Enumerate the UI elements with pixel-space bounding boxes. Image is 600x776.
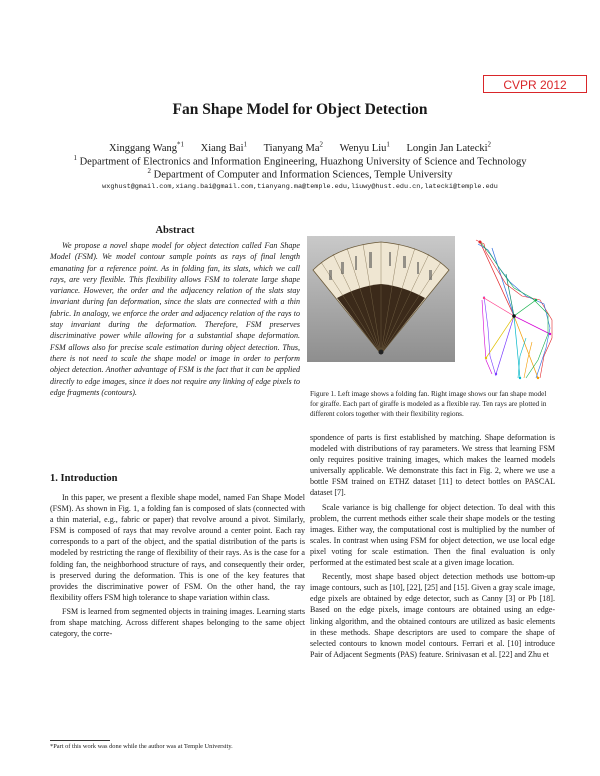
footnote-rule	[50, 740, 110, 741]
giraffe-fan-model-image	[466, 238, 556, 383]
author: Wenyu Liu$^1$	[339, 140, 390, 154]
paragraph: Recently, most shape based object detection methods use bottom-up image contours, such as [10], [22], [25] and [15]. Given a gray scale image, edge pixels are obtained by edge detector, such as Canny [3] or Pb [18]. Based on the edge pixels, image contours are obtained using an edge-linking algorithm, and the obtained contours are utilized as basic elements in these methods. Shape descriptors are used to compare the shape of selected contours to known model contours. Ferrari et al. [10] introduce Pair of Adjacent Segments (PAS) feature. Srinivasan et al. [22] and Zhu et	[310, 572, 555, 659]
right-column-body	[310, 432, 555, 660]
left-column-body	[50, 492, 305, 639]
paragraph: Scale variance is big challenge for object detection. To deal with this problem, the current methods either scale their shape models or the testing images. Either way, the computational cost is multiplied by the number of scales. In contrast when using FSM for object detection, we use local edge pixel voting for scale estimation. Then the final evaluation is only performed at the estimated best scale at a given image location.	[310, 502, 555, 568]
venue-badge: CVPR 2012	[483, 75, 587, 93]
section-heading-introduction: 1. Introduction	[50, 473, 118, 484]
affiliation-1: $^1$ Department of Electronics and Information Engineering, Huazhong University of Science and Technology	[73, 154, 527, 168]
author: Longin Jan Latecki$^2$	[406, 140, 492, 154]
abstract-text: We propose a novel shape model for object detection called Fan Shape Model (FSM). We model contour sample points as rays of final length emanating for a reference point. As in folding fan, its slats, which we call rays, are very flexible. This flexibility allows FSM to tolerate large shape variance. However, the order and the adjacency relation of the slats stay invariant during fan deformation, since the slats are connected with a thin fabric. In analogy, we enforce the order and adjacency relation of the rays to stay invariant during the deformation. Therefore, FSM preserves discriminative power while allowing for a substantial shape deformation. FSM allows also for precise scale estimation during object detection. Thus, there is not need to scale the shape model or image in order to perform object detection. Another advantage of FSM is the fact that it can be applied directly to edge images, since it does not require any linking of edge pixels to edge fragments (contours).	[50, 241, 300, 397]
author: Xiang Bai$^1$	[200, 140, 248, 154]
affiliation-2: $^2$ Department of Computer and Information Sciences, Temple University	[147, 167, 453, 181]
author: Tianyang Ma$^2$	[263, 140, 324, 154]
paragraph: FSM is learned from segmented objects in training images. Learning starts from shape matching. Across different shapes belonging to the same object category, the corre-	[50, 606, 305, 639]
author-list	[0, 140, 600, 154]
abstract-heading: Abstract	[155, 225, 195, 236]
figure-1-caption: Figure 1. Left image shows a folding fan. Right image shows our fan shape model for giraffe. Each part of giraffe is modeled as a flexible ray. Ten rays are plotted in different colors together with their flexibility regions.	[310, 390, 547, 418]
paragraph: In this paper, we present a flexible shape model, named Fan Shape Model (FSM). As shown in Fig. 1, a folding fan is composed of slats (connected with a thin material, e.g., fabric or paper) that revolve around a pivot. Similarly, FSM is composed of rays that may revolve around a center point. Each ray corresponds to a part of the object, and the spatial distribution of the parts is modeled by restricting the range of flexibility of their rays. As is the case for a folding fan, the neighborhood structure of rays, and consequently their order, is preserved during the deformation. This is one of the key features that provides the discriminative power of FSM. On the other hand, the ray flexibility offers FSM high tolerance to shape variation within class.	[50, 493, 305, 602]
author-emails: wxghust@gmail.com,xiang.bai@gmail.com,tianyang.ma@temple.edu,liuwy@hust.edu.cn,latecki@temple.edu	[102, 183, 498, 191]
footnote: *Part of this work was done while the author was at Temple University.	[50, 743, 233, 750]
folding-fan-image	[307, 236, 455, 362]
paragraph: spondence of parts is first established by matching. Shape deformation is modeled with distributions of ray parameters. We stress that learning FSM only requires positive training images, which makes the learned models universally applicable. We demonstrate this fact in Fig. 2, where we use a bottle FSM trained on ETHZ dataset [11] to detect bottles on PASCAL dataset [7].	[310, 433, 555, 498]
paper-title: Fan Shape Model for Object Detection	[172, 101, 428, 118]
author: Xinggang Wang$^{*1}$	[108, 140, 185, 154]
